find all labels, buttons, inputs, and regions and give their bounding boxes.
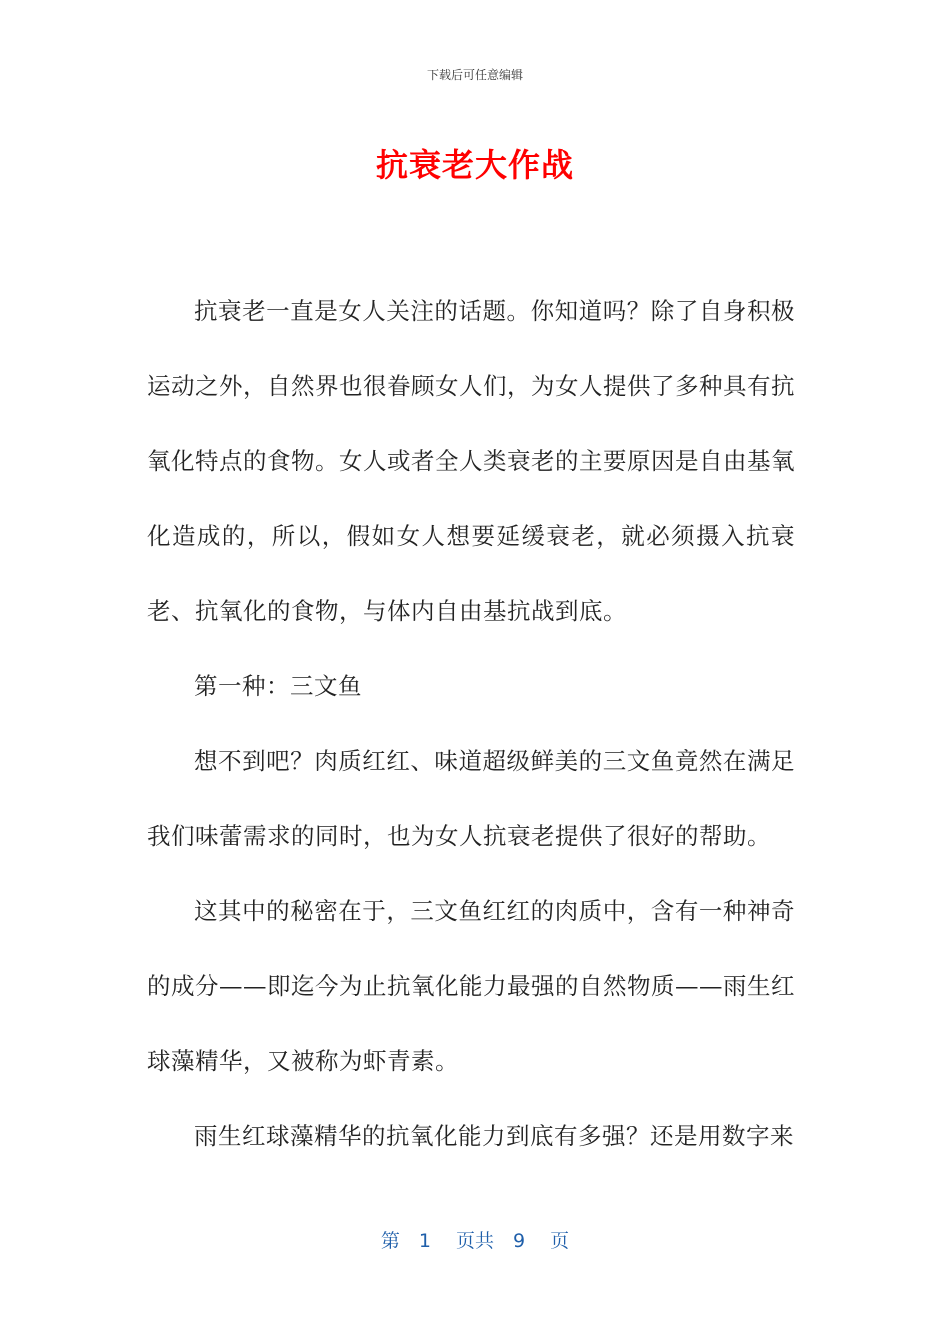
page-number: 第 1 页共 9 页 — [380, 1230, 570, 1252]
paragraph-antioxidant: 雨生红球藻精华的抗氧化能力到底有多强？还是用数字来 — [194, 1122, 794, 1150]
paragraph-intro: 抗衰老一直是女人关注的话题。你知道吗？除了自身积极运动之外，自然界也很眷顾女人们，为女人提供了多种具有抗氧化特点的食物。女人或者全人类衰老的主要原因是自由基氧化造成的，所以，假如女人想要延缓衰老，就必须摄入抗衰老、抗氧化的食物，与体内自由基抗战到底。 — [147, 297, 795, 625]
header-note: 下载后可任意编辑 — [426, 68, 523, 82]
paragraph-secret: 这其中的秘密在于，三文鱼红红的肉质中，含有一种神奇的成分——即迄今为止抗氧化能力最强的自然物质——雨生红球藻精华，又被称为虾青素。 — [147, 897, 795, 1075]
document-title: 抗衰老大作战 — [375, 146, 574, 184]
paragraph-salmon: 想不到吧？肉质红红、味道超级鲜美的三文鱼竟然在满足我们味蕾需求的同时，也为女人抗衰老提供了很好的帮助。 — [147, 747, 795, 850]
document-body — [147, 274, 795, 1174]
paragraph-section-heading: 第一种：三文鱼 — [194, 672, 362, 700]
